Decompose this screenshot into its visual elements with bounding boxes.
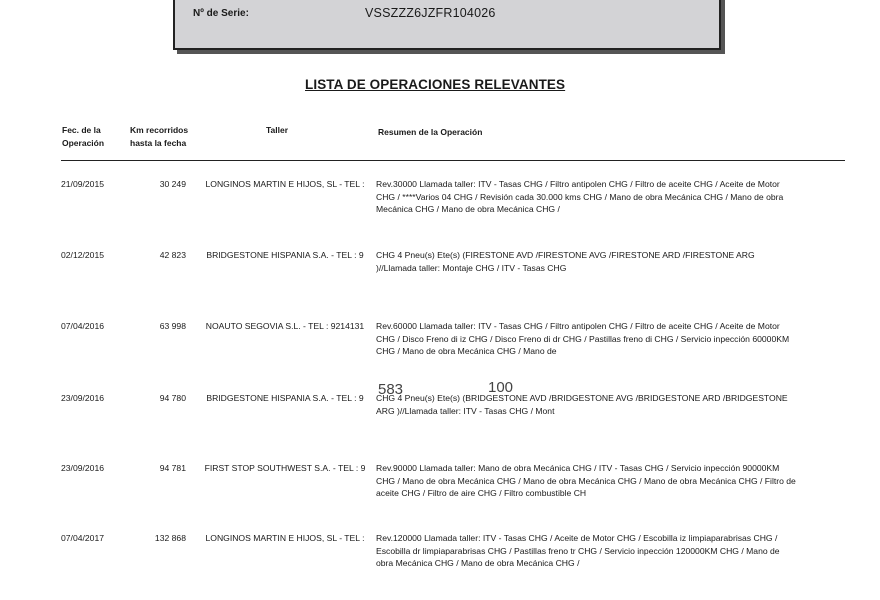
header-date — [62, 124, 118, 150]
row-taller: NOAUTO SEGOVIA S.L. - TEL : 9214131 — [205, 321, 365, 331]
overlay-number-b: 100 — [488, 379, 514, 396]
row-date: 07/04/2016 — [61, 321, 105, 331]
row-resumen: Rev.60000 Llamada taller: ITV - Tasas CHG / Filtro antipolen CHG / Filtro de aceite CHG / Aceite de Motor CHG / Disco Freno di iz CHG / Disco Freno di dr CHG / Pastillas freno di CHG / Servicio inpección 60000KM CHG / Mano de obra Mecánica CHG / Mano de — [376, 321, 790, 356]
row-resumen: Rev.90000 Llamada taller: Mano de obra Mecánica CHG / ITV - Tasas CHG / Servicio inpección 90000KM CHG / Mano de obra Mecánica CHG / Mano de obra Mecánica CHG / Mano de obra Mecánica CHG / Filtro de aceite CHG / Filtro de aire CHG / Filtro combustible CH — [376, 463, 796, 498]
row-taller: BRIDGESTONE HISPANIA S.A. - TEL : 9 — [206, 250, 364, 260]
header-km-text: Km recorridos hasta la fecha — [130, 125, 189, 148]
row-date: 21/09/2015 — [61, 179, 105, 189]
row-resumen: Rev.120000 Llamada taller: ITV - Tasas CHG / Aceite de Motor CHG / Escobilla iz limpiaparabrisas CHG / Escobilla dr limpiaparabrisas CHG / Pastillas freno tr CHG / Servicio inpección 120000KM CHG / Mano de obra Mecánica CHG / Mano de obra Mecánica CHG / — [376, 533, 780, 568]
serial-number-value: VSSZZZ6JZFR104026 — [365, 6, 496, 20]
row-date: 23/09/2016 — [61, 463, 105, 473]
row-taller: BRIDGESTONE HISPANIA S.A. - TEL : 9 — [206, 393, 364, 403]
header-taller: Taller — [266, 125, 289, 135]
row-taller: FIRST STOP SOUTHWEST S.A. - TEL : 9 — [204, 463, 366, 473]
header-resumen: Resumen de la Operación — [378, 127, 483, 137]
row-date: 23/09/2016 — [61, 393, 105, 403]
row-date: 02/12/2015 — [61, 250, 105, 260]
row-resumen: CHG 4 Pneu(s) Ete(s) (FIRESTONE AVD /FIRESTONE AVG /FIRESTONE ARD /FIRESTONE ARG )//Llamada taller: Montaje CHG / ITV - Tasas CHG — [376, 250, 755, 273]
overlay-number-a: 583 — [378, 381, 404, 398]
row-km: 94 780 — [159, 393, 186, 403]
row-taller: LONGINOS MARTIN E HIJOS, SL - TEL : — [205, 179, 365, 189]
header-km — [130, 124, 202, 150]
header-divider — [61, 160, 845, 161]
serial-number-label: Nº de Serie: — [193, 8, 249, 19]
row-km: 132 868 — [154, 533, 186, 543]
row-km: 42 823 — [159, 250, 186, 260]
serial-number-box — [173, 0, 721, 50]
row-resumen: Rev.30000 Llamada taller: ITV - Tasas CHG / Filtro antipolen CHG / Filtro de aceite CHG / Aceite de Motor CHG / ****Varios 04 CHG / Revisión cada 30.000 kms CHG / Mano de obra Mecánica CHG / Mano de obra Mecánica CHG / Mano de obra Mecánica CHG / — [376, 179, 784, 214]
row-km: 30 249 — [159, 179, 186, 189]
document-title: LISTA DE OPERACIONES RELEVANTES — [305, 77, 566, 92]
header-date-text: Fec. de la Operación — [62, 125, 105, 148]
row-km: 94 781 — [159, 463, 186, 473]
row-taller: LONGINOS MARTIN E HIJOS, SL - TEL : — [205, 533, 365, 543]
row-km: 63 998 — [159, 321, 186, 331]
row-resumen: CHG 4 Pneu(s) Ete(s) (BRIDGESTONE AVD /BRIDGESTONE AVG /BRIDGESTONE ARD /BRIDGESTONE ARG )//Llamada taller: ITV - Tasas CHG / Mont — [376, 393, 788, 416]
row-date: 07/04/2017 — [61, 533, 105, 543]
